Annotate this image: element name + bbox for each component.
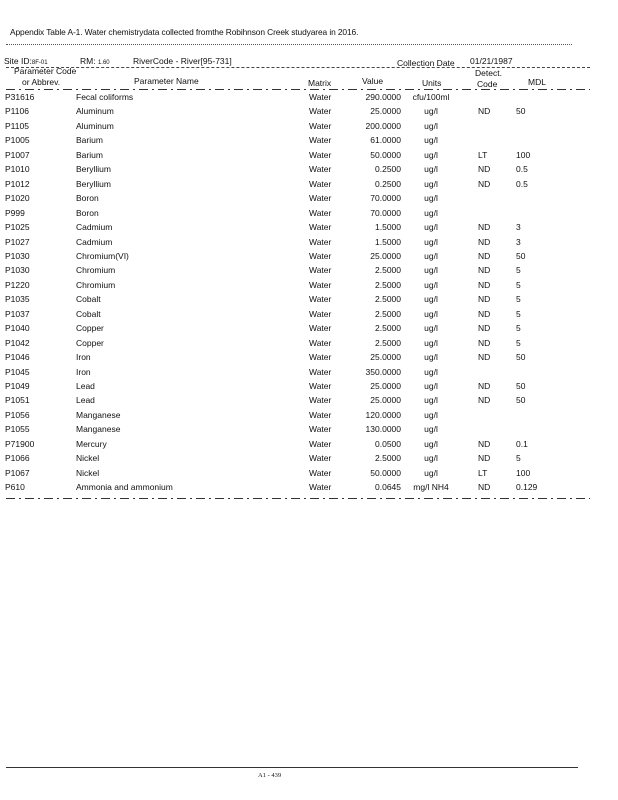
cell-value: 0.0500 (375, 438, 401, 449)
cell-mdl: 50 (516, 106, 526, 117)
cell-matrix: Water (309, 337, 332, 348)
cell-units: ug/l (424, 424, 438, 435)
cell-matrix: Water (309, 438, 332, 449)
cell-detect: ND (478, 308, 491, 319)
cell-name: Copper (76, 323, 104, 334)
columns-divider (6, 89, 590, 90)
cell-units: cfu/100ml (412, 92, 450, 102)
site-id-value: 8F-01 (31, 60, 48, 66)
cell-name: Cadmium (76, 236, 113, 247)
cell-value: 2.5000 (375, 294, 401, 305)
cell-units: mg/l NH4 (413, 482, 449, 493)
cell-name: Beryllium (76, 164, 111, 175)
cell-detect: ND (478, 381, 491, 391)
cell-units: ug/l (424, 366, 438, 377)
cell-matrix: Water (309, 381, 332, 391)
table-row (0, 381, 618, 395)
table-row (0, 424, 618, 438)
cell-name: Cobalt (76, 308, 101, 319)
cell-matrix: Water (309, 409, 332, 420)
cell-code: P1005 (5, 135, 30, 146)
header-divider (6, 67, 590, 68)
cell-code: P1012 (5, 178, 30, 189)
cell-units: ug/l (424, 467, 438, 478)
table-row (0, 106, 618, 120)
cell-mdl: 100 (516, 467, 531, 478)
cell-name: Mercury (76, 438, 107, 449)
cell-matrix: Water (309, 467, 332, 478)
cell-units: ug/l (424, 106, 438, 117)
cell-matrix: Water (309, 149, 332, 160)
cell-units: ug/l (424, 381, 438, 391)
table-row (0, 164, 618, 178)
cell-detect: ND (478, 438, 491, 449)
cell-name: Manganese (76, 424, 121, 435)
cell-matrix: Water (309, 453, 332, 464)
cell-matrix: Water (309, 164, 332, 175)
cell-value: 25.0000 (370, 250, 401, 261)
table-row (0, 453, 618, 467)
cell-code: P1106 (5, 106, 29, 117)
col-header-abbrev: or Abbrev. (22, 77, 61, 87)
cell-units: ug/l (424, 409, 438, 420)
cell-name: Manganese (76, 409, 121, 420)
table-row (0, 410, 618, 424)
cell-code: P1056 (5, 409, 30, 420)
table-row (0, 193, 618, 207)
cell-matrix: Water (309, 395, 332, 406)
cell-matrix: Water (309, 106, 332, 117)
cell-value: 2.5000 (375, 453, 401, 464)
cell-mdl: 3 (516, 236, 521, 247)
cell-units: ug/l (424, 193, 438, 204)
rm-label: RM: (80, 56, 96, 66)
table-row (0, 251, 618, 265)
cell-units: ug/l (424, 337, 438, 348)
cell-code: P1010 (5, 164, 30, 175)
cell-code: P1051 (5, 395, 30, 406)
cell-matrix: Water (309, 236, 332, 247)
cell-value: 2.5000 (375, 308, 401, 319)
cell-code: P1055 (5, 424, 30, 435)
col-header-mdl: MDL (528, 77, 546, 87)
cell-matrix: Water (309, 135, 332, 146)
table-row (0, 309, 618, 323)
table-row (0, 208, 618, 222)
cell-code: P1066 (5, 453, 30, 464)
table-row (0, 439, 618, 453)
cell-code: P1220 (5, 279, 30, 290)
collection-date-label: Collection Date (397, 58, 455, 68)
table-row (0, 222, 618, 236)
cell-matrix: Water (309, 279, 332, 290)
cell-value: 0.0645 (375, 482, 401, 493)
cell-units: ug/l (424, 352, 438, 363)
cell-matrix: Water (309, 352, 332, 363)
cell-name: Iron (76, 366, 91, 377)
table-bottom-divider (6, 498, 590, 499)
table-row (0, 135, 618, 149)
cell-value: 290.0000 (365, 92, 401, 102)
cell-units: ug/l (424, 294, 438, 305)
cell-matrix: Water (309, 482, 332, 493)
cell-detect: ND (478, 279, 491, 290)
site-id-label: Site ID: (4, 56, 32, 66)
cell-name: Chromium (76, 265, 116, 276)
cell-mdl: 5 (516, 323, 521, 334)
cell-code: P1045 (5, 366, 30, 377)
cell-detect: ND (478, 337, 491, 348)
table-row (0, 395, 618, 409)
cell-code: P1020 (5, 193, 30, 204)
cell-units: ug/l (424, 222, 438, 233)
table-row (0, 323, 618, 337)
cell-mdl: 5 (516, 337, 521, 348)
cell-mdl: 0.5 (516, 164, 528, 175)
cell-detect: ND (478, 106, 491, 117)
cell-code: P1040 (5, 323, 30, 334)
cell-detect: ND (478, 352, 491, 363)
table-row (0, 482, 618, 496)
cell-name: Beryllium (76, 178, 111, 189)
col-header-param-name: Parameter Name (134, 76, 199, 86)
footer-rule (6, 767, 578, 768)
cell-name: Barium (76, 149, 103, 160)
cell-mdl: 0.129 (516, 482, 538, 493)
cell-code: P999 (5, 207, 25, 218)
title-divider (6, 44, 572, 45)
cell-code: P1042 (5, 337, 30, 348)
cell-value: 2.5000 (375, 323, 401, 334)
col-header-value: Value (362, 76, 384, 86)
cell-value: 25.0000 (370, 106, 401, 117)
cell-mdl: 5 (516, 294, 521, 305)
cell-code: P71900 (5, 438, 35, 449)
cell-mdl: 100 (516, 149, 531, 160)
cell-value: 25.0000 (370, 352, 401, 363)
cell-units: ug/l (424, 236, 438, 247)
table-row (0, 179, 618, 193)
table-row (0, 121, 618, 135)
cell-value: 350.0000 (365, 366, 401, 377)
cell-detect: ND (478, 453, 491, 464)
col-header-detect-code: Code (477, 79, 498, 89)
cell-matrix: Water (309, 250, 332, 261)
table-row (0, 280, 618, 294)
cell-code: P1030 (5, 265, 30, 276)
cell-value: 50.0000 (370, 467, 401, 478)
cell-matrix: Water (309, 178, 332, 189)
cell-units: ug/l (424, 308, 438, 319)
col-header-matrix: Matrix (308, 78, 332, 88)
table-title: Appendix Table A-1. Water chemistrydata collected fromthe Robihnson Creek studyarea in 2016. (10, 27, 359, 37)
cell-units: ug/l (424, 164, 438, 175)
cell-units: ug/l (424, 279, 438, 290)
cell-name: Aluminum (76, 120, 114, 131)
cell-value: 70.0000 (370, 207, 401, 218)
cell-matrix: Water (309, 207, 332, 218)
table-row (0, 367, 618, 381)
table-row (0, 237, 618, 251)
collection-date-value: 01/21/1987 (470, 56, 513, 66)
cell-detect: ND (478, 265, 491, 276)
table-row (0, 150, 618, 164)
cell-value: 1.5000 (375, 222, 401, 233)
cell-name: Nickel (76, 453, 100, 464)
cell-detect: LT (478, 467, 488, 478)
cell-units: ug/l (424, 149, 438, 160)
table-row (0, 468, 618, 482)
cell-code: P1067 (5, 467, 30, 478)
table-row (0, 338, 618, 352)
cell-code: P1007 (5, 149, 30, 160)
cell-detect: ND (478, 222, 491, 233)
cell-detect: ND (478, 178, 491, 189)
col-header-param-code: Parameter Code (14, 66, 77, 76)
cell-value: 2.5000 (375, 337, 401, 348)
cell-mdl: 5 (516, 453, 521, 464)
cell-matrix: Water (309, 294, 332, 305)
page-number: A1 - 439 (258, 772, 282, 779)
cell-value: 0.2500 (375, 178, 401, 189)
cell-mdl: 5 (516, 265, 521, 276)
cell-mdl: 3 (516, 222, 521, 233)
river-code: RiverCode - River[95-731] (133, 56, 232, 66)
cell-name: Ammonia and ammonium (76, 482, 173, 493)
cell-units: ug/l (424, 265, 438, 276)
cell-detect: ND (478, 323, 491, 334)
cell-matrix: Water (309, 92, 332, 102)
cell-mdl: 5 (516, 279, 521, 290)
cell-mdl: 50 (516, 381, 526, 391)
cell-value: 0.2500 (375, 164, 401, 175)
cell-units: ug/l (424, 250, 438, 261)
cell-code: P1049 (5, 381, 30, 391)
cell-units: ug/l (424, 207, 438, 218)
cell-code: P1035 (5, 294, 30, 305)
col-header-units: Units (422, 78, 442, 88)
cell-name: Barium (76, 135, 103, 146)
cell-detect: ND (478, 482, 491, 493)
cell-code: P1105 (5, 120, 29, 131)
cell-units: ug/l (424, 395, 438, 406)
cell-value: 2.5000 (375, 279, 401, 290)
cell-value: 25.0000 (370, 381, 401, 391)
table-row (0, 92, 618, 106)
cell-units: ug/l (424, 323, 438, 334)
cell-value: 2.5000 (375, 265, 401, 276)
cell-matrix: Water (309, 424, 332, 435)
cell-name: Aluminum (76, 106, 114, 117)
cell-mdl: 50 (516, 352, 526, 363)
cell-detect: ND (478, 294, 491, 305)
cell-value: 1.5000 (375, 236, 401, 247)
cell-name: Iron (76, 352, 91, 363)
cell-code: P610 (5, 482, 25, 493)
cell-matrix: Water (309, 265, 332, 276)
cell-value: 70.0000 (370, 193, 401, 204)
cell-value: 50.0000 (370, 149, 401, 160)
cell-mdl: 0.1 (516, 438, 528, 449)
cell-mdl: 0.5 (516, 178, 528, 189)
cell-name: Cadmium (76, 222, 113, 233)
cell-matrix: Water (309, 366, 332, 377)
table-row (0, 294, 618, 308)
rm-value: 1.60 (97, 60, 110, 66)
cell-detect: ND (478, 236, 491, 247)
cell-name: Chromium(VI) (76, 250, 129, 261)
cell-name: Lead (76, 395, 95, 406)
cell-name: Cobalt (76, 294, 101, 305)
cell-units: ug/l (424, 178, 438, 189)
cell-value: 130.0000 (365, 424, 401, 435)
cell-mdl: 50 (516, 395, 526, 406)
cell-detect: ND (478, 395, 491, 406)
cell-matrix: Water (309, 222, 332, 233)
cell-code: P1027 (5, 236, 30, 247)
cell-detect: ND (478, 250, 491, 261)
cell-matrix: Water (309, 193, 332, 204)
cell-mdl: 50 (516, 250, 526, 261)
cell-value: 61.0000 (370, 135, 401, 146)
table-row (0, 352, 618, 366)
cell-name: Copper (76, 337, 104, 348)
col-header-detect: Detect. (475, 68, 502, 78)
cell-matrix: Water (309, 308, 332, 319)
cell-mdl: 5 (516, 308, 521, 319)
cell-code: P31616 (5, 92, 35, 102)
cell-matrix: Water (309, 323, 332, 334)
cell-value: 120.0000 (365, 409, 401, 420)
cell-code: P1025 (5, 222, 30, 233)
cell-matrix: Water (309, 120, 332, 131)
site-id (4, 56, 48, 66)
cell-units: ug/l (424, 120, 438, 131)
cell-name: Nickel (76, 467, 100, 478)
cell-name: Lead (76, 381, 95, 391)
cell-code: P1037 (5, 308, 30, 319)
cell-name: Boron (76, 207, 99, 218)
cell-units: ug/l (424, 135, 438, 146)
cell-units: ug/l (424, 453, 438, 464)
cell-name: Boron (76, 193, 99, 204)
cell-name: Fecal coliforms (76, 92, 134, 102)
river-mile (80, 56, 110, 66)
cell-value: 25.0000 (370, 395, 401, 406)
cell-name: Chromium (76, 279, 116, 290)
cell-code: P1046 (5, 352, 30, 363)
cell-code: P1030 (5, 250, 30, 261)
cell-detect: LT (478, 149, 488, 160)
cell-detect: ND (478, 164, 491, 175)
cell-units: ug/l (424, 438, 438, 449)
table-row (0, 265, 618, 279)
cell-value: 200.0000 (365, 120, 401, 131)
